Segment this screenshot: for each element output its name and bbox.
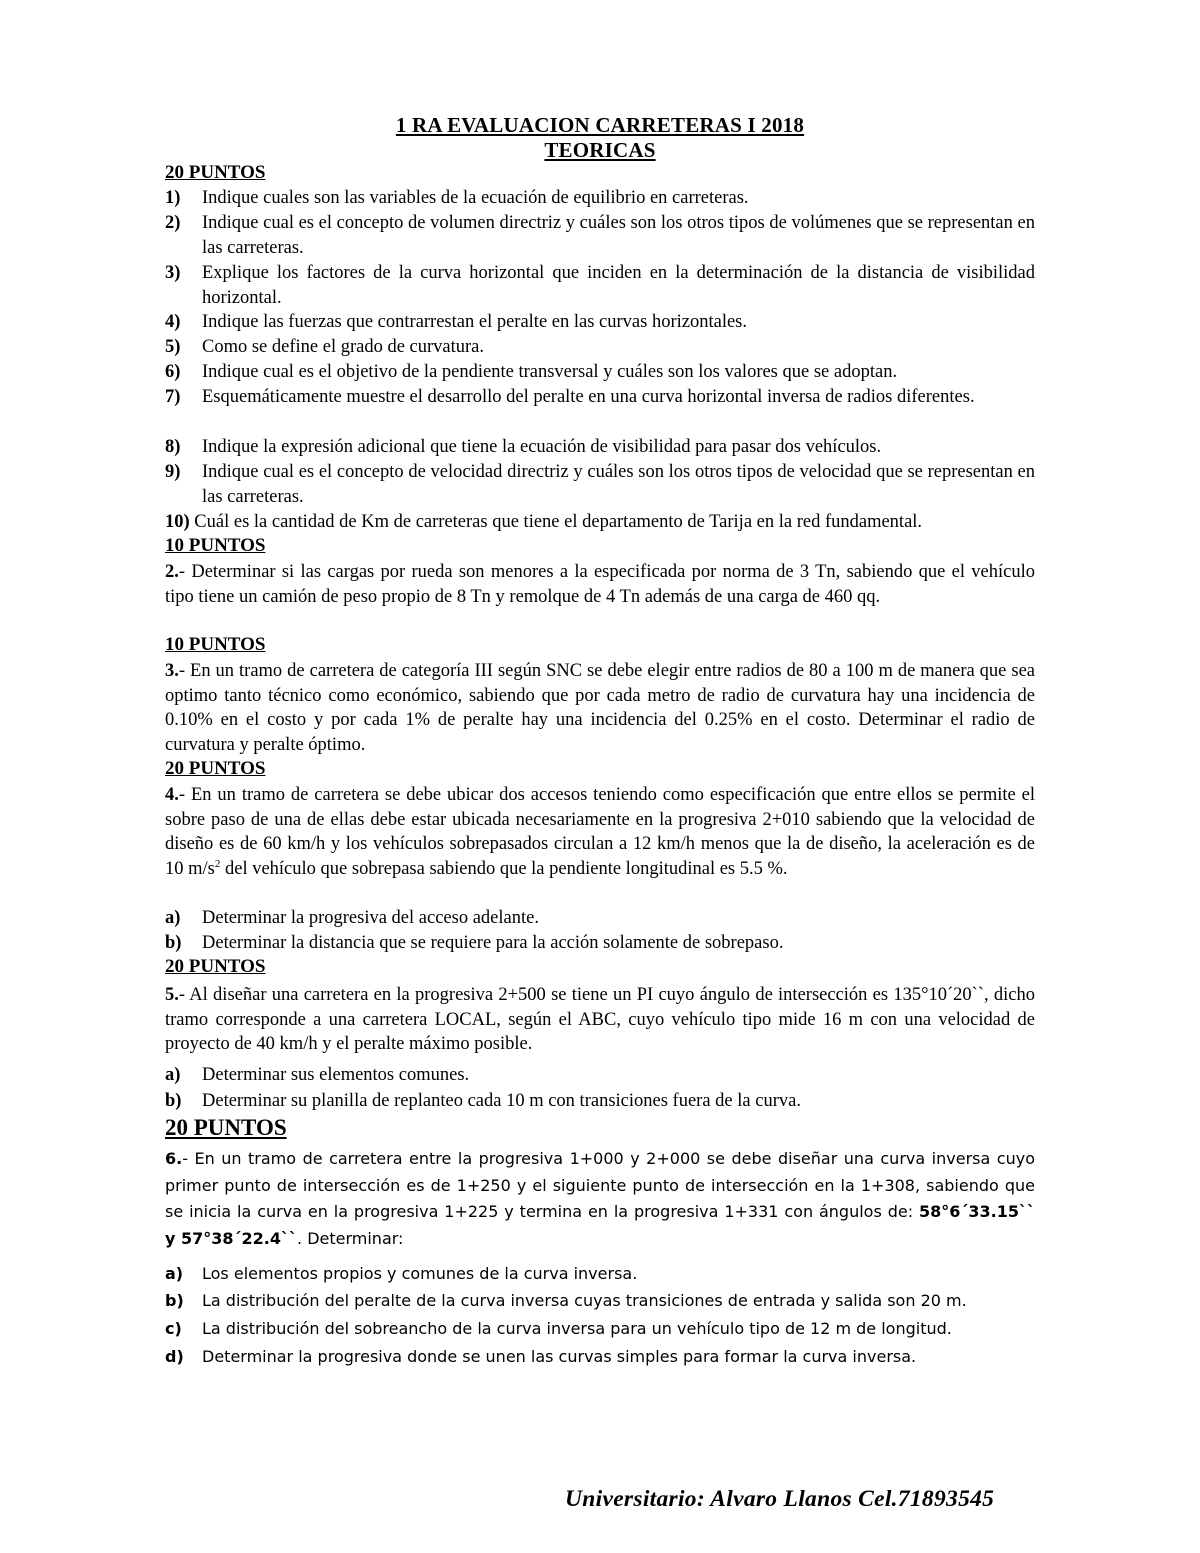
question-number: 4) bbox=[165, 312, 181, 332]
sub-question-letter: d) bbox=[165, 1347, 184, 1366]
sub-question-letter: c) bbox=[165, 1319, 182, 1338]
sub-question-item bbox=[165, 906, 1035, 931]
problem-number: 2. bbox=[165, 562, 179, 582]
problem-body: - En un tramo de carretera se debe ubicar dos accesos teniendo como especificación que entre ellos se permite el sobre paso de una de ellas debe estar ubicada necesariamente en la progresiva 2+010 sabiendo que la velocidad de diseño es de 60 km/h y los vehículos sobrepasados circulan a 12 km/h menos que la de diseño, la aceleración es de 10 m/s bbox=[165, 785, 1035, 879]
question-item bbox=[165, 261, 1035, 310]
question-number: 5) bbox=[165, 337, 181, 357]
problem-number: 4. bbox=[165, 785, 179, 805]
problem-body: - En un tramo de carretera entre la progresiva 1+000 y 2+000 se debe diseñar una curva inversa cuyo primer punto de intersección es de 1+250 y el siguiente punto de intersección en la 1+308, sabiendo que se inicia la curva en la progresiva 1+225 y termina en la progresiva 1+331 con ángulos de: bbox=[165, 1149, 1035, 1221]
sub-question-item bbox=[165, 1288, 1035, 1315]
sub-question-letter: a) bbox=[165, 908, 181, 928]
question-number: 10) bbox=[165, 512, 190, 532]
author-footer: Universitario: Alvaro Llanos Cel.71893545 bbox=[565, 1486, 995, 1512]
section-points-header: 20 PUNTOS bbox=[165, 162, 266, 183]
sub-question-letter: b) bbox=[165, 1291, 184, 1310]
question-text: Esquemáticamente muestre el desarrollo del peralte en una curva horizontal inversa de radios diferentes. bbox=[202, 387, 975, 407]
section-points-header: 20 PUNTOS bbox=[165, 1115, 287, 1140]
question-item bbox=[165, 435, 1035, 460]
section-points-header: 10 PUNTOS bbox=[165, 634, 266, 655]
problem-body: - Determinar si las cargas por rueda son menores a la especificada por norma de 3 Tn, sabiendo que el vehículo tipo tiene un camión de peso propio de 8 Tn y remolque de 4 Tn además de una carga de 460 qq. bbox=[165, 562, 1035, 607]
sub-question-letter: a) bbox=[165, 1264, 184, 1283]
question-text: Explique los factores de la curva horizontal que inciden en la determinación de la distancia de visibilidad horizontal. bbox=[202, 263, 1035, 308]
question-item bbox=[165, 385, 1035, 410]
question-item bbox=[165, 360, 1035, 385]
sub-question-letter: a) bbox=[165, 1065, 181, 1085]
question-number: 8) bbox=[165, 437, 181, 457]
sub-question-text: La distribución del sobreancho de la curva inversa para un vehículo tipo de 12 m de longitud. bbox=[202, 1319, 952, 1338]
question-item-10 bbox=[165, 510, 1035, 535]
section-points-header: 10 PUNTOS bbox=[165, 535, 266, 556]
question-text: Indique cuales son las variables de la ecuación de equilibrio en carreteras. bbox=[202, 188, 749, 208]
problem-body: - En un tramo de carretera de categoría III según SNC se debe elegir entre radios de 80 a 100 m de manera que sea optimo tanto técnico como económico, sabiendo que por cada metro de radio de curvatura hay una incidencia de 0.10% en el costo y por cada 1% de peralte hay una incidencia del 0.25% en el costo. Determinar el radio de curvatura y peralte óptimo. bbox=[165, 661, 1035, 755]
question-item bbox=[165, 211, 1035, 260]
question-number: 1) bbox=[165, 188, 181, 208]
sub-question-item bbox=[165, 1316, 1035, 1343]
problem-2-text bbox=[165, 560, 1035, 609]
problem-number: 5. bbox=[165, 985, 179, 1005]
section-points-header: 20 PUNTOS bbox=[165, 956, 266, 977]
exam-title: 1 RA EVALUACION CARRETERAS I 2018 bbox=[395, 113, 805, 137]
question-text: Indique las fuerzas que contrarrestan el peralte en las curvas horizontales. bbox=[202, 312, 747, 332]
sub-question-text: La distribución del peralte de la curva inversa cuyas transiciones de entrada y salida son 20 m. bbox=[202, 1291, 967, 1310]
question-text: Indique cual es el objetivo de la pendiente transversal y cuáles son los valores que se adoptan. bbox=[202, 362, 898, 382]
question-text: Como se define el grado de curvatura. bbox=[202, 337, 485, 357]
sub-question-text: Determinar la progresiva del acceso adelante. bbox=[202, 908, 539, 928]
question-text: Indique cual es el concepto de velocidad directriz y cuáles son los otros tipos de velocidad que se representan en las carreteras. bbox=[202, 462, 1035, 507]
sub-question-text: Determinar su planilla de replanteo cada 10 m con transiciones fuera de la curva. bbox=[202, 1091, 801, 1111]
sub-question-item bbox=[165, 1261, 1035, 1288]
problem-4-text bbox=[165, 783, 1035, 881]
problem-body-cont: . Determinar: bbox=[297, 1228, 404, 1248]
question-number: 9) bbox=[165, 462, 181, 482]
sub-question-item bbox=[165, 1089, 1035, 1114]
problem-5-text bbox=[165, 983, 1035, 1057]
question-number: 3) bbox=[165, 263, 181, 283]
question-number: 7) bbox=[165, 387, 181, 407]
sub-question-text: Determinar la progresiva donde se unen las curvas simples para formar la curva inversa. bbox=[202, 1347, 917, 1366]
problem-number: 3. bbox=[165, 661, 179, 681]
sub-question-text: Los elementos propios y comunes de la curva inversa. bbox=[202, 1264, 638, 1283]
superscript: 2 bbox=[214, 857, 221, 870]
sub-question-item bbox=[165, 1063, 1035, 1088]
question-text: Indique la expresión adicional que tiene la ecuación de visibilidad para pasar dos vehículos. bbox=[202, 437, 882, 457]
sub-question-text: Determinar sus elementos comunes. bbox=[202, 1065, 470, 1085]
question-item bbox=[165, 186, 1035, 211]
problem-body-cont: del vehículo que sobrepasa sabiendo que la pendiente longitudinal es 5.5 %. bbox=[220, 858, 788, 879]
sub-question-text: Determinar la distancia que se requiere para la acción solamente de sobrepaso. bbox=[202, 933, 784, 953]
question-item bbox=[165, 460, 1035, 509]
section-points-header: 20 PUNTOS bbox=[165, 758, 266, 779]
question-text: Indique cual es el concepto de volumen directriz y cuáles son los otros tipos de volúmenes que se representan en las carreteras. bbox=[202, 213, 1035, 258]
angle-values: 58°6´33.15`` y 57°38´22.4`` bbox=[165, 1202, 1035, 1248]
problem-body: - Al diseñar una carretera en la progresiva 2+500 se tiene un PI cuyo ángulo de intersección es 135°10´20``, dicho tramo corresponde a una carretera LOCAL, según el ABC, cuyo vehículo tipo mide 16 m con una velocidad de proyecto de 40 km/h y el peralte máximo posible. bbox=[165, 985, 1035, 1054]
sub-question-item bbox=[165, 1344, 1035, 1371]
sub-question-item bbox=[165, 931, 1035, 956]
question-item bbox=[165, 310, 1035, 335]
question-number: 6) bbox=[165, 362, 181, 382]
problem-number: 6. bbox=[165, 1149, 183, 1168]
question-item bbox=[165, 335, 1035, 360]
sub-question-letter: b) bbox=[165, 933, 182, 953]
question-text: Cuál es la cantidad de Km de carreteras que tiene el departamento de Tarija en la red fundamental. bbox=[189, 512, 923, 532]
exam-subtitle: TEORICAS bbox=[544, 138, 656, 162]
problem-6-text bbox=[165, 1146, 1035, 1252]
question-number: 2) bbox=[165, 213, 181, 233]
problem-3-text bbox=[165, 659, 1035, 757]
sub-question-letter: b) bbox=[165, 1091, 182, 1111]
